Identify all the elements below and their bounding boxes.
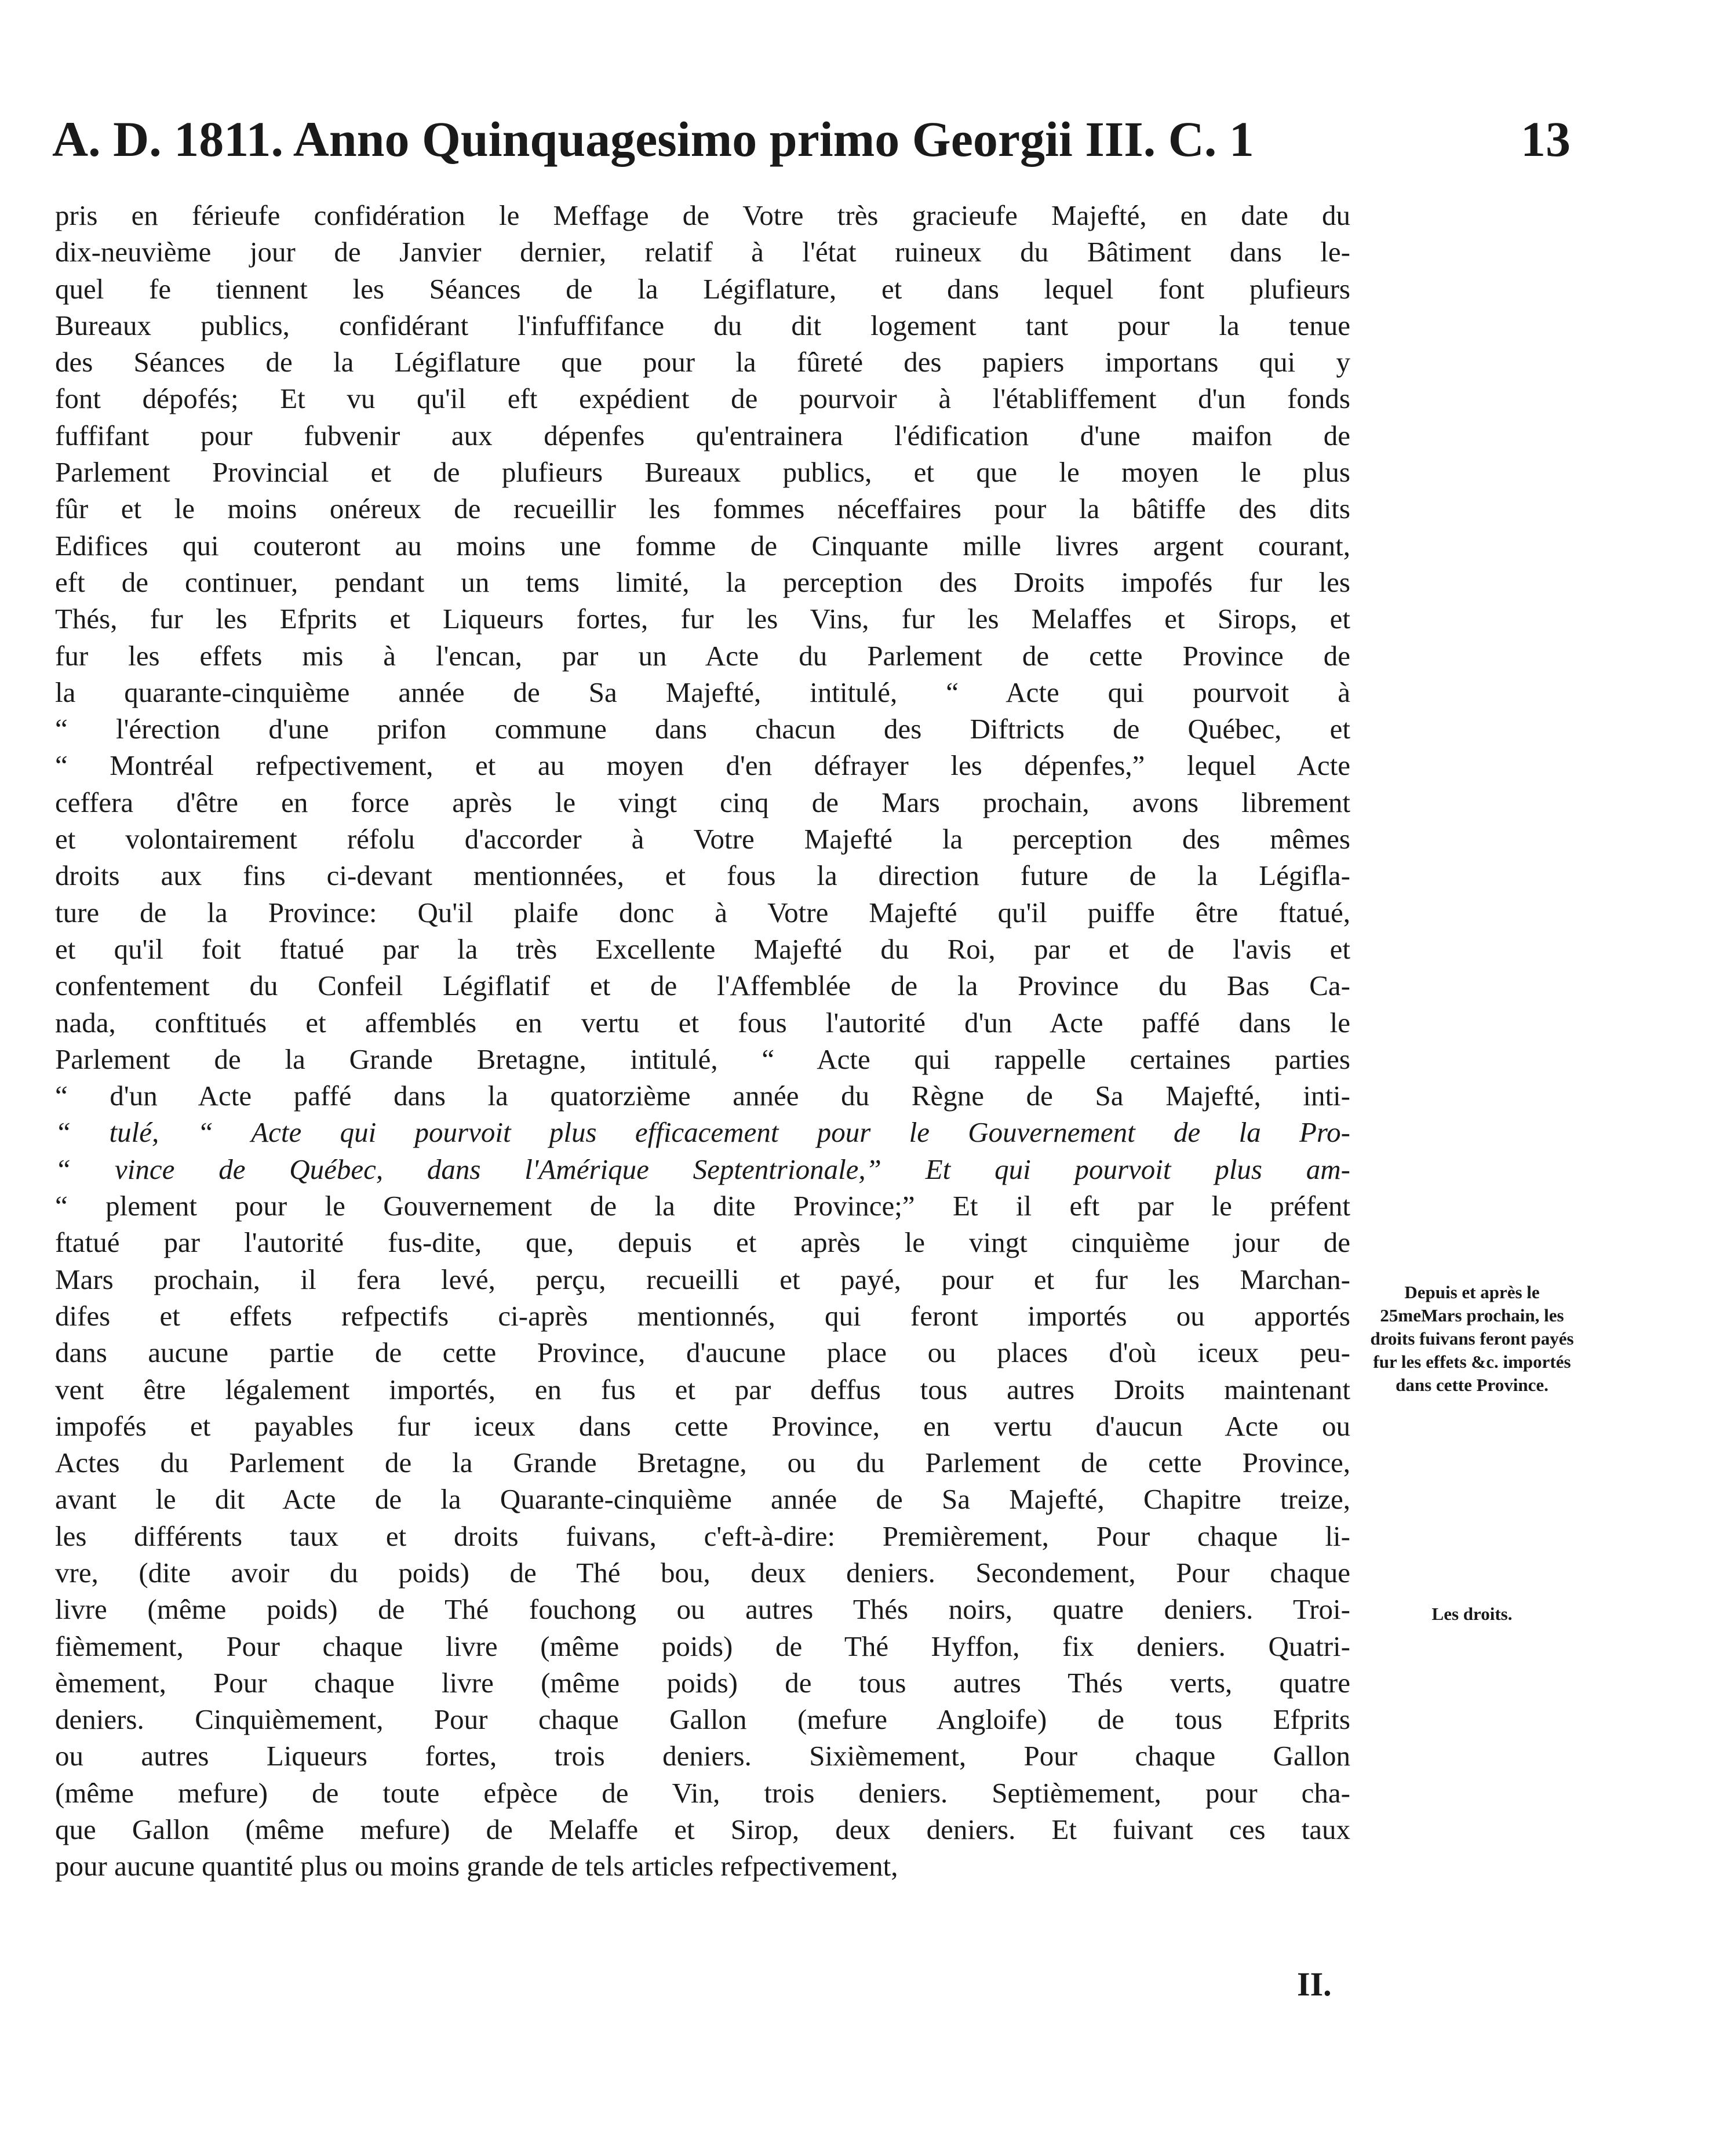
text-line: ture de la Province: Qu'il plaife donc à Votre Majefté qu'il puiffe être ftatué, xyxy=(55,896,1350,928)
text-line: font dépofés; Et vu qu'il eft expédient de pourvoir à l'établiffement d'un fonds xyxy=(55,383,1350,415)
text-line: vre, (dite avoir du poids) de Thé bou, deux deniers. Secondement, Pour chaque xyxy=(55,1556,1350,1589)
text-line: dix-neuvième jour de Janvier dernier, relatif à l'état ruineux du Bâtiment dans le- xyxy=(55,236,1350,268)
text-line: avant le dit Acte de la Quarante-cinquième année de Sa Majefté, Chapitre treize, xyxy=(55,1483,1350,1516)
body-text xyxy=(55,197,1350,1885)
text-line: dans aucune partie de cette Province, d'aucune place ou places d'où iceux peu- xyxy=(55,1336,1350,1369)
text-line: fuffifant pour fubvenir aux dépenfes qu'entrainera l'édification d'une maifon de xyxy=(55,419,1350,451)
text-line: “ d'un Acte paffé dans la quatorzième année du Règne de Sa Majefté, inti- xyxy=(55,1080,1350,1112)
text-line: ou autres Liqueurs fortes, trois deniers. Sixièmement, Pour chaque Gallon xyxy=(55,1740,1350,1772)
text-line: Edifices qui couteront au moins une fomme de Cinquante mille livres argent courant, xyxy=(55,529,1350,562)
text-line: les différents taux et droits fuivans, c'eft-à-dire: Premièrement, Pour chaque li- xyxy=(55,1520,1350,1552)
margin-note-depuis: Depuis et après le 25meMars prochain, les droits fuivans feront payés fur les effets &c. importés dans cette Province. xyxy=(1370,1282,1574,1395)
text-line-last: pour aucune quantité plus ou moins grande de tels articles refpectivement, xyxy=(55,1850,898,1882)
text-line: livre (même poids) de Thé fouchong ou autres Thés noirs, quatre deniers. Troi- xyxy=(55,1593,1350,1626)
text-line: quel fe tiennent les Séances de la Légiflature, et dans lequel font plufieurs xyxy=(55,272,1350,305)
running-title: A. D. 1811. Anno Quinquagesimo primo Georgii III. C. 1 xyxy=(52,111,1254,167)
text-line: pris en férieufe confidération le Meffage de Votre très gracieufe Majefté, en date du xyxy=(55,199,1350,231)
text-line: la quarante-cinquième année de Sa Majefté, intitulé, “ Acte qui pourvoit à xyxy=(55,676,1350,708)
text-line: fur les effets mis à l'encan, par un Acte du Parlement de cette Province de xyxy=(55,639,1350,672)
text-line: des Séances de la Légiflature que pour la fûreté des papiers importans qui y xyxy=(55,346,1350,378)
text-line: èmement, Pour chaque livre (même poids) de tous autres Thés verts, quatre xyxy=(55,1666,1350,1699)
catchword: II. xyxy=(1297,1965,1332,2003)
text-line: impofés et payables fur iceux dans cette Province, en vertu d'aucun Acte ou xyxy=(55,1410,1350,1442)
text-line: “ plement pour le Gouvernement de la dite Province;” Et il eft par le préfent xyxy=(55,1190,1350,1222)
text-line-italic: “ tulé, “ Acte qui pourvoit plus efficacement pour le Gouvernement de la Pro- xyxy=(55,1116,1350,1149)
page-header xyxy=(52,104,1571,174)
text-line: “ Montréal refpectivement, et au moyen d'en défrayer les dépenfes,” lequel Acte xyxy=(55,749,1350,782)
text-line: que Gallon (même mefure) de Melaffe et Sirop, deux deniers. Et fuivant ces taux xyxy=(55,1813,1350,1846)
text-line: droits aux fins ci-devant mentionnées, et fous la direction future de la Légifla- xyxy=(55,860,1350,892)
text-line: nada, conftitués et affemblés en vertu et fous l'autorité d'un Acte paffé dans le xyxy=(55,1006,1350,1039)
text-line: Actes du Parlement de la Grande Bretagne, ou du Parlement de cette Province, xyxy=(55,1447,1350,1479)
text-line: difes et effets refpectifs ci-après mentionnés, qui feront importés ou apportés xyxy=(55,1299,1350,1332)
text-line: Parlement de la Grande Bretagne, intitulé, “ Acte qui rappelle certaines parties xyxy=(55,1043,1350,1075)
text-line: Bureaux publics, confidérant l'infuffifance du dit logement tant pour la tenue xyxy=(55,309,1350,341)
text-line: ftatué par l'autorité fus-dite, que, depuis et après le vingt cinquième jour de xyxy=(55,1226,1350,1259)
text-line: Mars prochain, il fera levé, perçu, recueilli et payé, pour et fur les Marchan- xyxy=(55,1263,1350,1295)
text-line: et volontairement réfolu d'accorder à Votre Majefté la perception des mêmes xyxy=(55,823,1350,855)
text-line: ceffera d'être en force après le vingt cinq de Mars prochain, avons librement xyxy=(55,786,1350,818)
text-line: deniers. Cinquièmement, Pour chaque Gallon (mefure Angloife) de tous Efprits xyxy=(55,1703,1350,1736)
text-line: (même mefure) de toute efpèce de Vin, trois deniers. Septièmement, pour cha- xyxy=(55,1776,1350,1809)
text-line: fièmement, Pour chaque livre (même poids) de Thé Hyffon, fix deniers. Quatri- xyxy=(55,1630,1350,1662)
text-line: Parlement Provincial et de plufieurs Bureaux publics, et que le moyen le plus xyxy=(55,456,1350,489)
text-line: fûr et le moins onéreux de recueillir les fommes néceffaires pour la bâtiffe des dits xyxy=(55,493,1350,525)
text-line: et qu'il foit ftatué par la très Excellente Majefté du Roi, par et de l'avis et xyxy=(55,933,1350,965)
text-line: vent être légalement importés, en fus et par deffus tous autres Droits maintenant xyxy=(55,1373,1350,1405)
page-number: 13 xyxy=(1521,111,1571,167)
text-line: Thés, fur les Efprits et Liqueurs fortes, fur les Vins, fur les Melaffes et Sirops, et xyxy=(55,603,1350,635)
margin-note-les-droits: Les droits. xyxy=(1431,1604,1513,1624)
text-line: eft de continuer, pendant un tems limité, la perception des Droits impofés fur les xyxy=(55,566,1350,598)
text-line: “ l'érection d'une prifon commune dans chacun des Diftricts de Québec, et xyxy=(55,713,1350,745)
text-line: confentement du Confeil Légiflatif et de l'Affemblée de la Province du Bas Ca- xyxy=(55,970,1350,1002)
text-line-italic: “ vince de Québec, dans l'Amérique Septentrionale,” Et qui pourvoit plus am- xyxy=(55,1153,1350,1185)
